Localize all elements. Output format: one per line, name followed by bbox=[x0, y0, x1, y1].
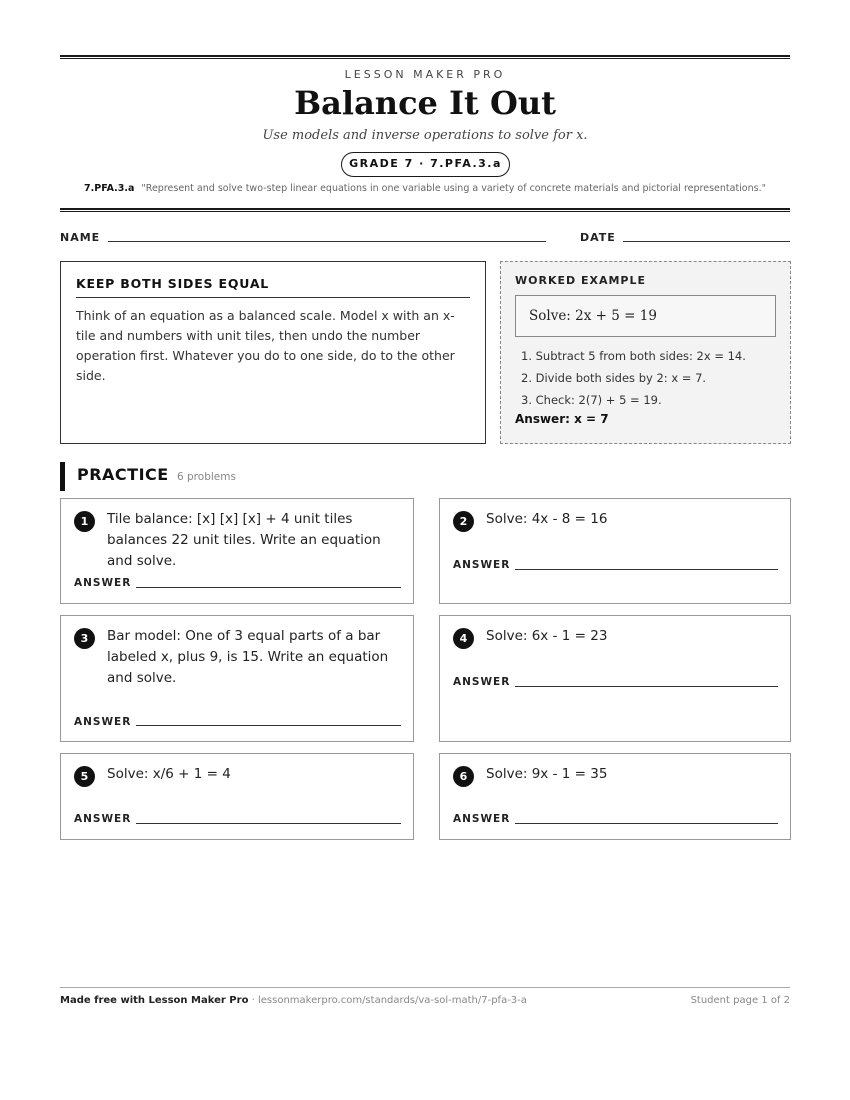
answer-label: ANSWER bbox=[453, 559, 511, 571]
grade-badge: GRADE 7 · 7.PFA.3.a bbox=[341, 152, 510, 177]
footer-rule bbox=[60, 987, 790, 988]
problem-text: Bar model: One of 3 equal parts of a bar labeled x, plus 9, is 15. Write an equation and solve. bbox=[107, 628, 389, 686]
answer-label: ANSWER bbox=[74, 813, 132, 825]
worked-example-title: WORKED EXAMPLE bbox=[515, 274, 646, 287]
date-field-line[interactable] bbox=[623, 241, 790, 242]
footer-page-number: Student page 1 of 2 bbox=[690, 995, 790, 1006]
date-label: DATE bbox=[580, 231, 616, 244]
answer-label: ANSWER bbox=[74, 577, 132, 589]
problem-text: Tile balance: [x] [x] [x] + 4 unit tiles balances 22 unit tiles. Write an equation and solve. bbox=[107, 511, 381, 569]
answer-line[interactable] bbox=[136, 587, 401, 588]
answer-line[interactable] bbox=[136, 725, 401, 726]
answer-line[interactable] bbox=[136, 823, 401, 824]
problem-card-1 bbox=[60, 498, 414, 604]
name-label: NAME bbox=[60, 231, 101, 244]
keep-sides-equal-box bbox=[60, 261, 486, 444]
brand-name: LESSON MAKER PRO bbox=[344, 68, 506, 81]
problem-text: Solve: 9x - 1 = 35 bbox=[486, 766, 608, 782]
page-subtitle: Use models and inverse operations to solve for x. bbox=[262, 128, 588, 143]
problem-text: Solve: x/6 + 1 = 4 bbox=[107, 766, 231, 782]
answer-label: ANSWER bbox=[453, 676, 511, 688]
problem-card-4 bbox=[439, 615, 791, 742]
problem-number-badge: 1 bbox=[74, 511, 95, 532]
practice-heading: PRACTICE bbox=[77, 465, 169, 484]
worked-example-step: 3. Check: 2(7) + 5 = 19. bbox=[521, 393, 662, 407]
standard-text: "Represent and solve two-step linear equations in one variable using a variety of concrete materials and pictorial representations." bbox=[141, 183, 766, 194]
standard-code: 7.PFA.3.a bbox=[84, 183, 135, 194]
problem-number-badge: 3 bbox=[74, 628, 95, 649]
problem-number-badge: 4 bbox=[453, 628, 474, 649]
worked-example-problem: Solve: 2x + 5 = 19 bbox=[515, 295, 776, 337]
problem-text: Solve: 4x - 8 = 16 bbox=[486, 511, 608, 527]
answer-line[interactable] bbox=[515, 686, 778, 687]
problem-number-badge: 6 bbox=[453, 766, 474, 787]
worked-example-box bbox=[500, 261, 791, 444]
problem-number-badge: 5 bbox=[74, 766, 95, 787]
footer-url[interactable]: · lessonmakerpro.com/standards/va-sol-math/7-pfa-3-a bbox=[248, 995, 527, 1006]
header-bottom-rule bbox=[60, 208, 790, 212]
top-rule bbox=[60, 55, 790, 59]
problem-text: Solve: 6x - 1 = 23 bbox=[486, 628, 608, 644]
keep-box-text: Think of an equation as a balanced scale. Model x with an x-tile and numbers with unit tiles, then undo the number operation first. Whatever you do to one side, do to the other side. bbox=[76, 308, 455, 383]
problem-card-2 bbox=[439, 498, 791, 604]
standard-line bbox=[0, 183, 850, 194]
answer-label: ANSWER bbox=[74, 716, 132, 728]
keep-box-title: KEEP BOTH SIDES EQUAL bbox=[76, 276, 470, 298]
worked-example-step: 2. Divide both sides by 2: x = 7. bbox=[521, 371, 707, 385]
practice-count: 6 problems bbox=[177, 471, 236, 483]
worked-example-answer: Answer: x = 7 bbox=[515, 412, 609, 426]
worked-example-steps bbox=[515, 345, 776, 411]
answer-label: ANSWER bbox=[453, 813, 511, 825]
answer-line[interactable] bbox=[515, 569, 778, 570]
problem-number-badge: 2 bbox=[453, 511, 474, 532]
footer-made-with: Made free with Lesson Maker Pro bbox=[60, 995, 249, 1006]
answer-line[interactable] bbox=[515, 823, 778, 824]
page-title: Balance It Out bbox=[294, 84, 556, 122]
worked-example-step: 1. Subtract 5 from both sides: 2x = 14. bbox=[521, 349, 746, 363]
practice-accent-bar bbox=[60, 462, 65, 491]
name-field-line[interactable] bbox=[108, 241, 546, 242]
problem-card-5 bbox=[60, 753, 414, 840]
footer-credit bbox=[60, 995, 527, 1006]
problem-card-3 bbox=[60, 615, 414, 742]
problem-card-6 bbox=[439, 753, 791, 840]
